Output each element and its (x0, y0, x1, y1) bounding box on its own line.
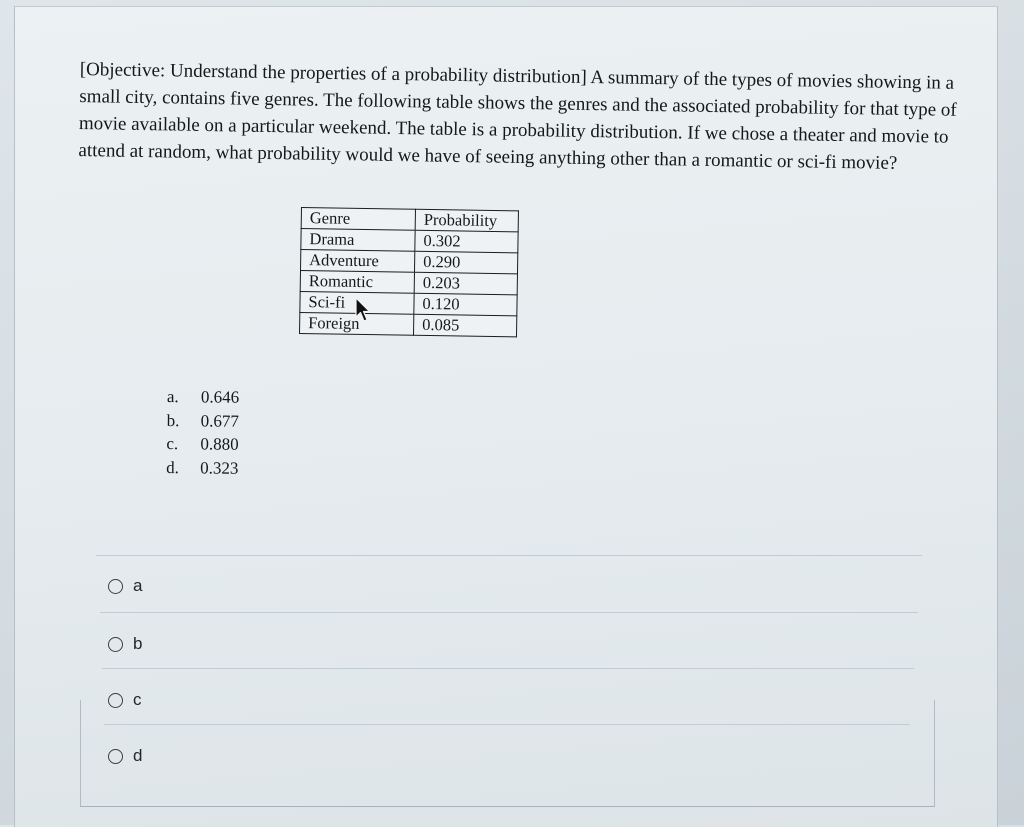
table-row (301, 250, 518, 274)
table-cell-genre: Sci-fi (300, 291, 414, 314)
choice-letter: c. (166, 433, 179, 454)
choice-letter: a. (166, 386, 179, 407)
frame-border-bottom (80, 806, 935, 807)
choice-value: 0.880 (200, 434, 239, 454)
option-label: a (133, 576, 143, 595)
table-header-genre: Genre (301, 208, 415, 231)
option-a-radio[interactable] (108, 576, 142, 596)
divider (104, 724, 910, 725)
table-row (300, 271, 517, 295)
choice-letter: d. (166, 457, 179, 477)
option-label: d (133, 746, 143, 765)
table-cell-probability: 0.302 (415, 230, 518, 253)
radio-button-icon[interactable] (108, 749, 123, 764)
table-cell-genre: Drama (301, 229, 415, 252)
mouse-pointer-icon (355, 297, 371, 323)
divider (96, 555, 922, 556)
option-b-radio[interactable] (108, 634, 142, 654)
list-item (167, 385, 239, 409)
table-row (301, 229, 518, 253)
table-cell-probability: 0.290 (414, 251, 517, 274)
frame-border-right (934, 700, 935, 807)
frame-border-left (80, 700, 81, 807)
probability-table (299, 207, 519, 337)
answer-choices-list (166, 385, 239, 480)
table-cell-probability: 0.203 (414, 272, 517, 295)
table-header-probability: Probability (415, 209, 518, 232)
choice-value: 0.323 (200, 457, 239, 478)
option-label: c (133, 690, 142, 709)
question-text: [Objective: Understand the properties of a probability distribution] A summary of the types of movies showing in a small city, contains five genres. The following table shows the genres and the associated probability for that type of movie available on a particular weekend. The table is a probability distribution. If we chose a theater and movie to attend at random, what probability would we have of seeing anything other than a romantic or sci-fi movie? (78, 58, 957, 174)
choice-value: 0.646 (200, 387, 240, 407)
table-cell-genre: Adventure (301, 250, 415, 273)
table-cell-probability: 0.120 (414, 293, 517, 316)
list-item (167, 408, 239, 432)
choice-value: 0.677 (200, 410, 239, 431)
list-item (166, 432, 238, 456)
radio-button-icon[interactable] (108, 693, 123, 708)
option-d-radio[interactable] (108, 746, 142, 766)
table-cell-genre: Foreign (300, 312, 414, 335)
divider (100, 612, 918, 613)
option-label: b (133, 634, 143, 653)
list-item (166, 455, 238, 479)
radio-button-icon[interactable] (108, 637, 123, 652)
table-row (300, 291, 517, 315)
option-c-radio[interactable] (108, 690, 142, 710)
radio-button-icon[interactable] (108, 579, 123, 594)
table-cell-probability: 0.085 (413, 314, 516, 337)
divider (102, 668, 914, 669)
table-header-row (301, 208, 518, 232)
table-row (300, 312, 517, 336)
choice-letter: b. (166, 410, 180, 430)
table-cell-genre: Romantic (300, 271, 414, 294)
